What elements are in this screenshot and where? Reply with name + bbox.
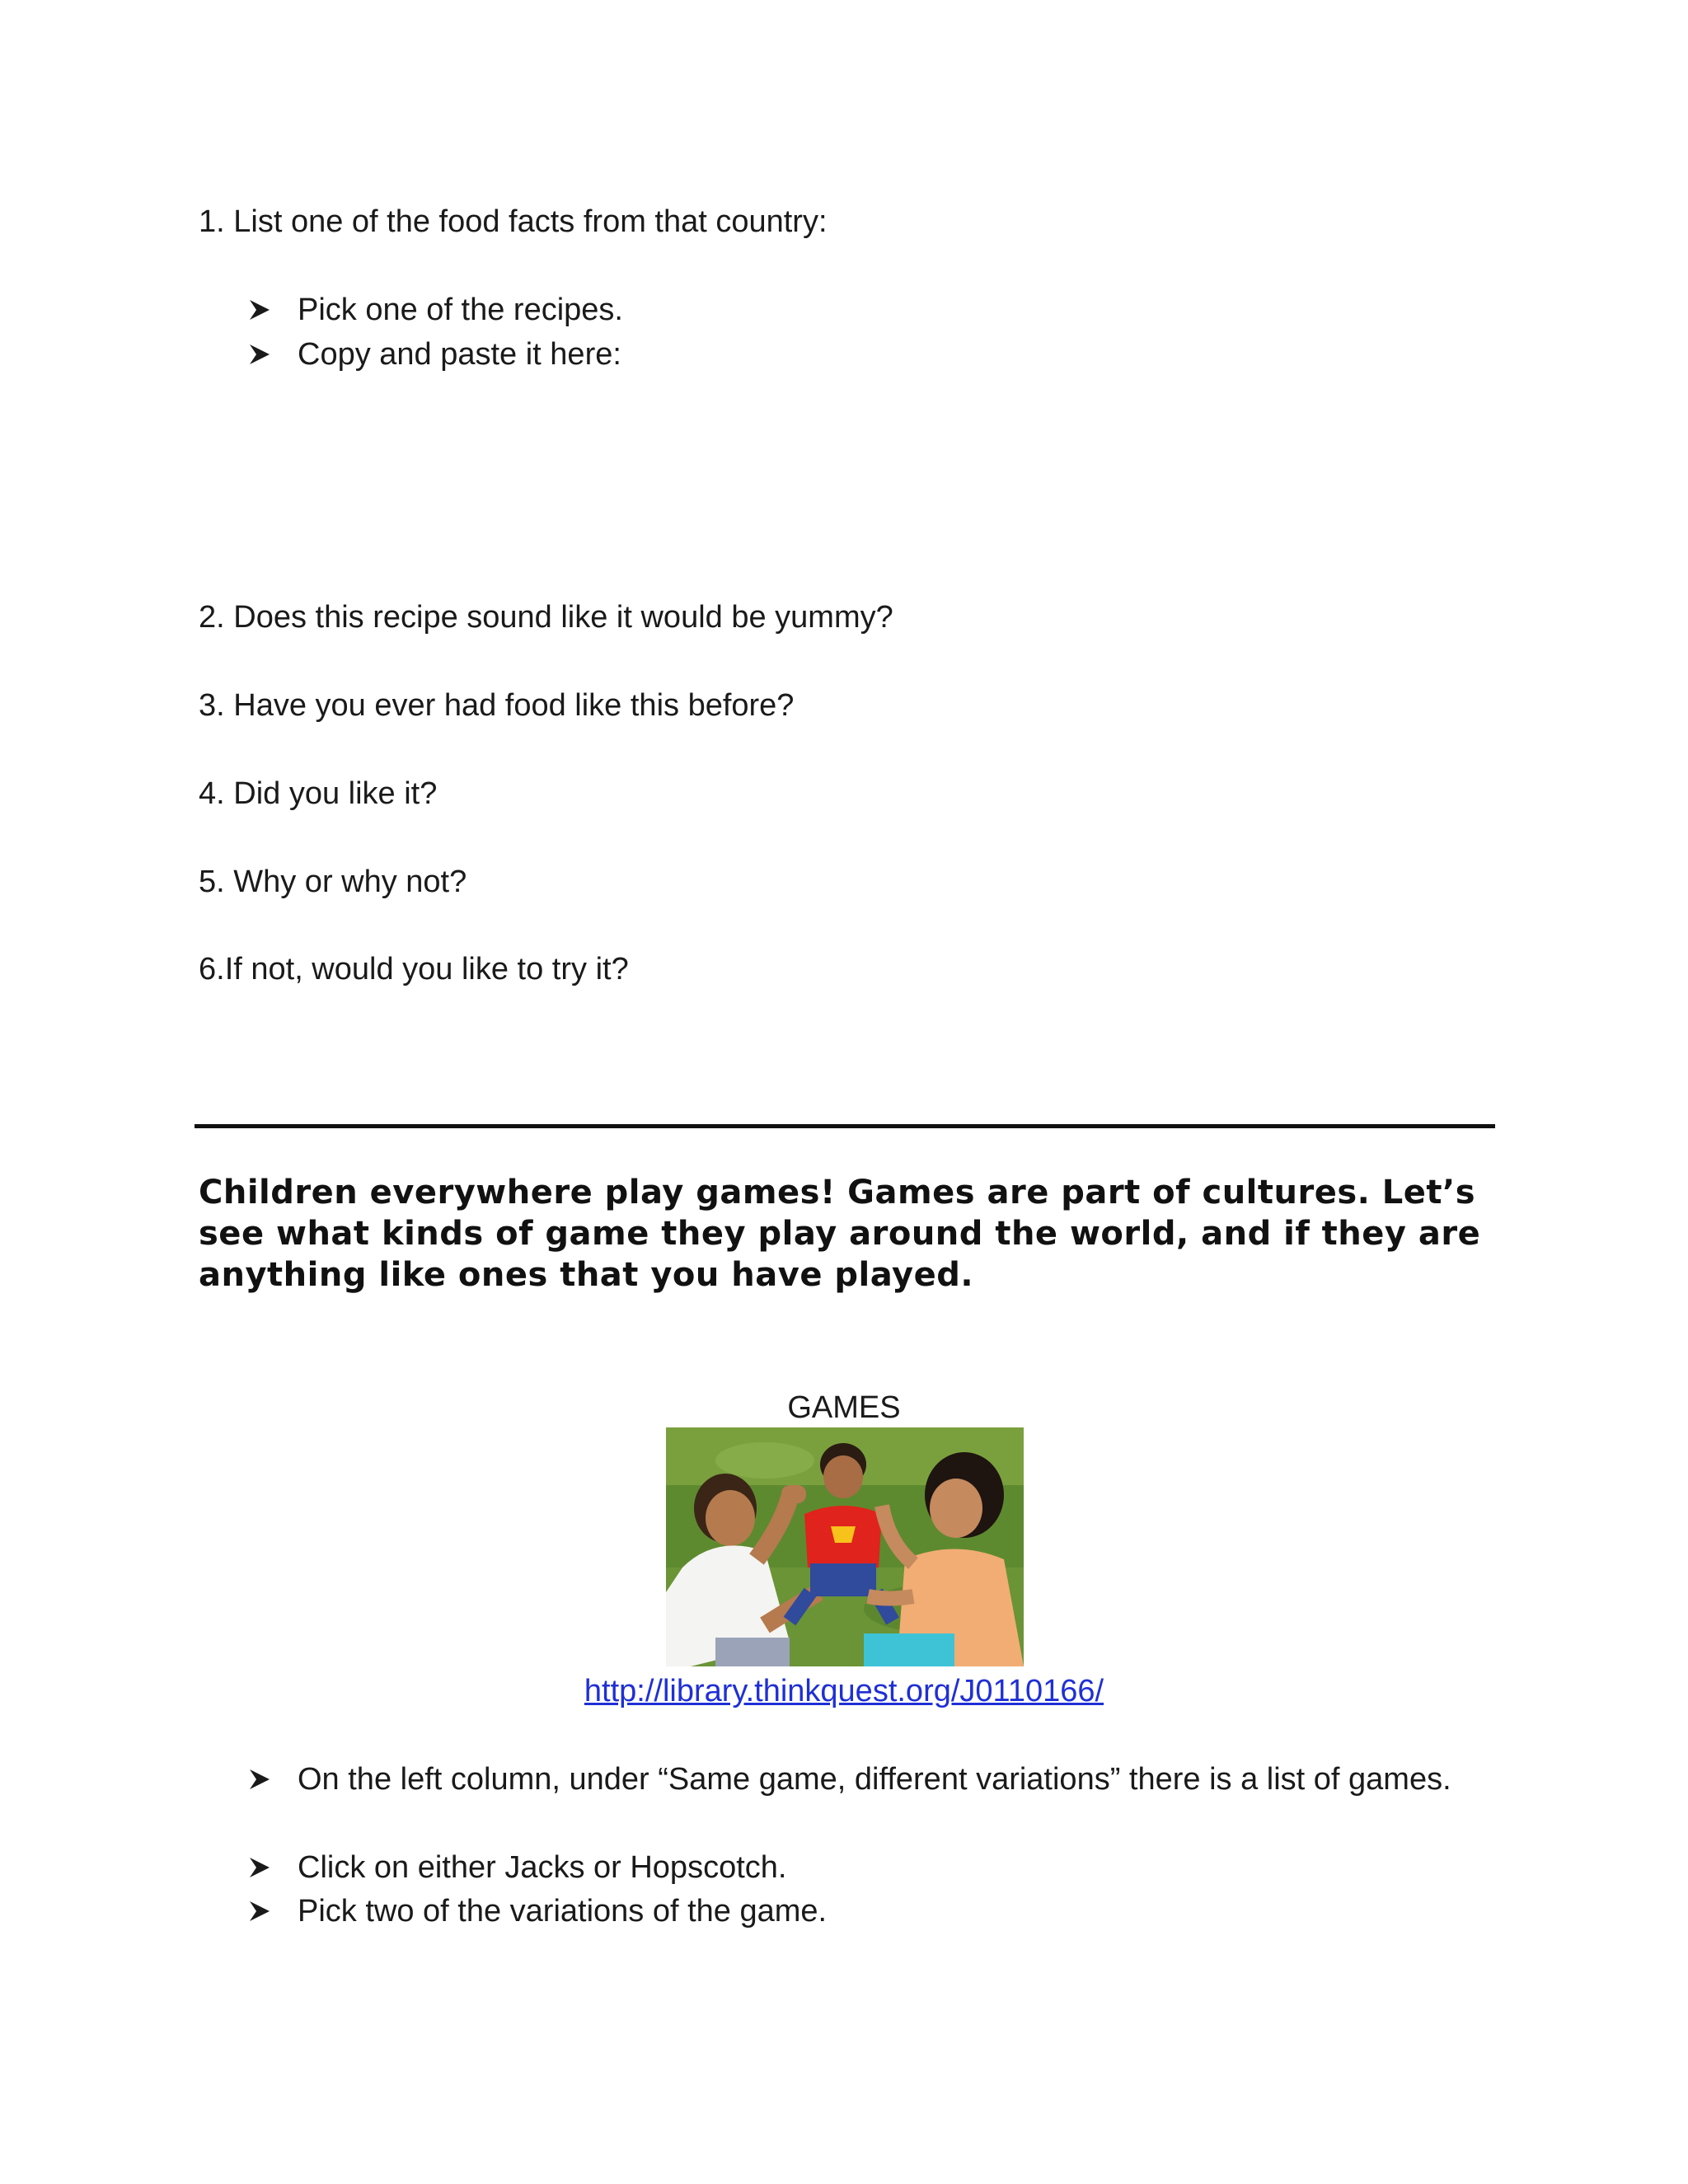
arrowhead-bullet-icon: [249, 288, 274, 332]
children-playing-photo: [666, 1427, 1024, 1666]
question-1: 1. List one of the food facts from that country:: [199, 204, 828, 239]
question-3: 3. Have you ever had food like this before?: [199, 688, 795, 723]
list-item-text: Pick two of the variations of the game.: [298, 1894, 828, 1929]
question-6: 6.If not, would you like to try it?: [199, 952, 629, 987]
section-divider: [195, 1124, 1495, 1128]
question-4: 4. Did you like it?: [199, 776, 438, 811]
games-link-row: [0, 1668, 1688, 1714]
arrowhead-bullet-icon: [249, 1757, 274, 1802]
thinkquest-link[interactable]: http://library.thinkquest.org/J0110166/: [584, 1674, 1104, 1708]
list-item-text: Copy and paste it here:: [298, 337, 621, 372]
arrowhead-bullet-icon: [249, 1889, 274, 1933]
games-title: GAMES: [787, 1390, 901, 1425]
arrowhead-bullet-icon: [249, 332, 274, 377]
question-5: 5. Why or why not?: [199, 865, 467, 899]
list-item-text: Click on either Jacks or Hopscotch.: [298, 1850, 787, 1885]
question-2: 2. Does this recipe sound like it would be yummy?: [199, 600, 893, 635]
list-item-text: On the left column, under “Same game, different variations” there is a list of games.: [298, 1762, 1451, 1797]
list-item-text: Pick one of the recipes.: [298, 293, 623, 327]
arrowhead-bullet-icon: [249, 1845, 274, 1890]
games-intro-heading: Children everywhere play games! Games are part of cultures. Let’s see what kinds of game they play around the world, and if they are anything like ones that you have played.: [199, 1174, 1481, 1294]
